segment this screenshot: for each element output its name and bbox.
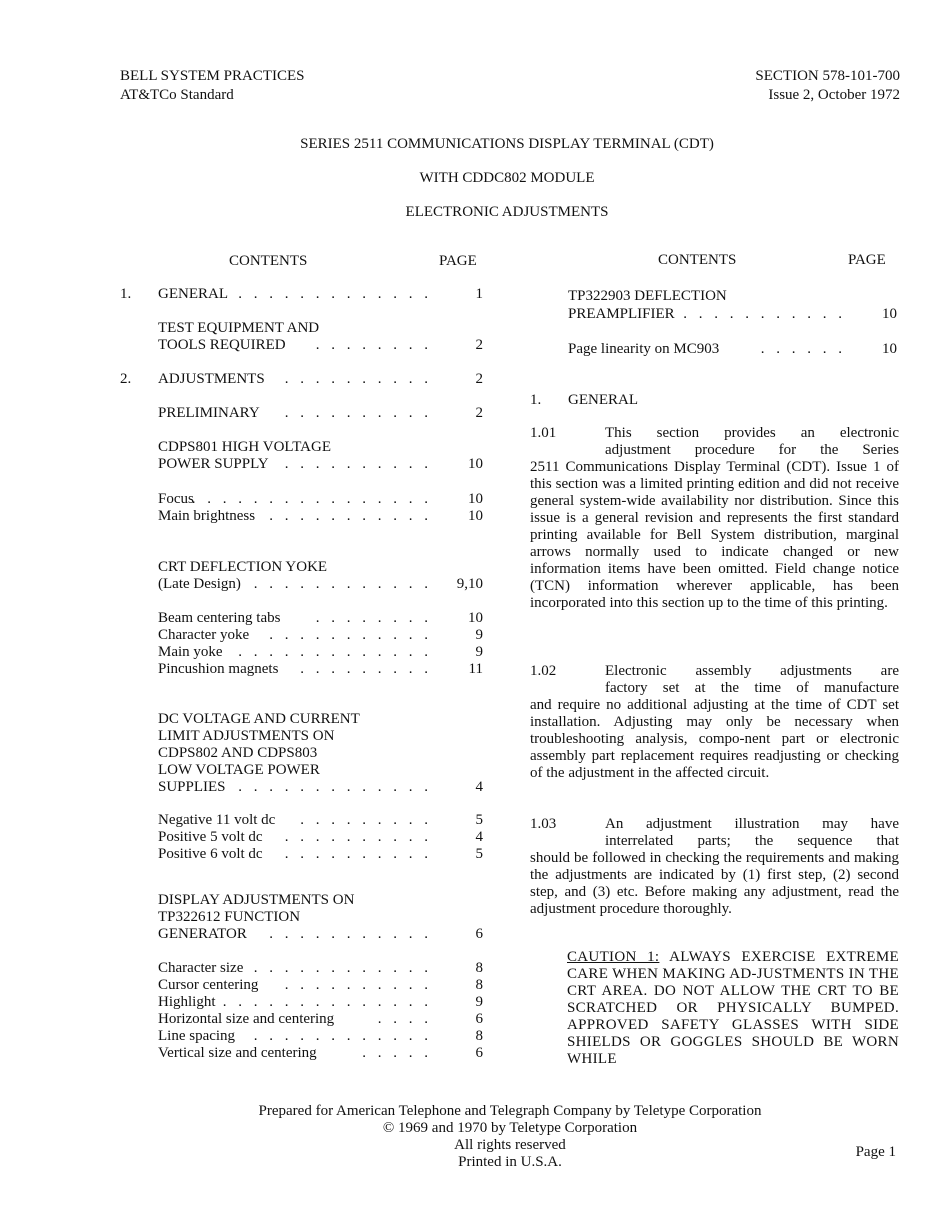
- footer-printed: Printed in U.S.A.: [458, 1154, 562, 1170]
- section-number: SECTION 578-101-700: [755, 68, 900, 84]
- toc-leader-dots: . . . . . . . . . .: [284, 846, 432, 862]
- toc-entry-number: 1.: [120, 286, 132, 302]
- toc-entry-page: 6: [475, 1045, 483, 1061]
- toc-leader-dots: . . . . . . . . .: [300, 661, 432, 677]
- toc-entry-label[interactable]: Positive 5 volt dc: [158, 829, 263, 845]
- header-right: [755, 67, 900, 105]
- toc-entry-page: 6: [475, 926, 483, 942]
- toc-entry-page: 9: [475, 994, 483, 1010]
- toc-entry-page: 6: [475, 1011, 483, 1027]
- toc-entry-label[interactable]: Cursor centering: [158, 977, 259, 993]
- toc-entry-page: 10: [468, 491, 483, 507]
- toc-entry-label[interactable]: CDPS801 HIGH VOLTAGE: [158, 439, 331, 455]
- toc-entry-number: 2.: [120, 371, 132, 387]
- toc-leader-dots: . . . . . . . . . . . . .: [238, 779, 432, 795]
- toc-entry-label[interactable]: Positive 6 volt dc: [158, 846, 263, 862]
- toc-entry-page: 9,10: [456, 576, 483, 592]
- practice-title: BELL SYSTEM PRACTICES: [120, 68, 305, 84]
- footer-rights: All rights reserved: [454, 1137, 566, 1153]
- toc-leader-dots: . . . . . . . . . .: [284, 456, 432, 472]
- toc-entry-label[interactable]: Pincushion magnets: [158, 661, 279, 677]
- caution-label: CAUTION 1:: [567, 949, 660, 965]
- toc-entry-label[interactable]: (Late Design): [158, 576, 241, 592]
- toc-leader-dots: . . . . . . . . . .: [284, 405, 432, 421]
- toc-entry-label[interactable]: Character size: [158, 960, 244, 976]
- toc-entry-label[interactable]: POWER SUPPLY: [158, 456, 269, 472]
- toc-leader-dots: . . . . . . . . . .: [284, 977, 432, 993]
- toc-entry-label[interactable]: LIMIT ADJUSTMENTS ON: [158, 728, 335, 744]
- toc-entry-label[interactable]: Character yoke: [158, 627, 250, 643]
- toc-entry-label[interactable]: CRT DEFLECTION YOKE: [158, 559, 328, 575]
- section-number-1: 1.: [530, 392, 542, 408]
- document-subtitle: WITH CDDC802 MODULE: [419, 170, 595, 186]
- toc-entry-label[interactable]: TP322903 DEFLECTION: [568, 288, 727, 304]
- toc-entry-label[interactable]: GENERAL: [158, 286, 228, 302]
- footer-copyright: © 1969 and 1970 by Teletype Corporation: [382, 1120, 638, 1136]
- paragraph-number: 1.01: [530, 425, 557, 441]
- toc-entry-page: 10: [468, 456, 483, 472]
- toc-leader-dots: . . . . . . . . . . .: [269, 508, 432, 524]
- paragraph-body: and require no additional adjusting at the time of CDT set installation. Adjusting may only be necessary when troubleshooting analysis, compo-nent part or electronic assembly part replacement requires readjusting or checking of the adjustment in the affected circuit.: [530, 697, 899, 781]
- paragraph-first-line: This section provides an electronic: [605, 425, 899, 441]
- toc-leader-dots: . . . . . . . . . .: [284, 829, 432, 845]
- toc-entry-page: 2: [475, 405, 483, 421]
- toc-leader-dots: . . . . . . . . . . . . . . . .: [191, 491, 432, 507]
- toc-leader-dots: . . . . . . . . .: [300, 812, 432, 828]
- toc-leader-dots: . . . . . . . . . . . .: [253, 576, 432, 592]
- toc-entry-label[interactable]: LOW VOLTAGE POWER: [158, 762, 320, 778]
- toc-entry-page: 5: [475, 812, 483, 828]
- caution-text: ALWAYS EXERCISE EXTREME CARE WHEN MAKING AD-JUSTMENTS IN THE CRT AREA. DO NOT ALLOW THE CRT TO BE SCRATCHED OR PHYSICALLY BUMPED. APPROVED SAFETY GLASSES WITH SIDE SHIELDS OR GOGGLES SHOULD BE WORN WHILE: [567, 949, 899, 1067]
- paragraph-body: should be followed in checking the requirements and making the adjustments are indicated by (1) first step, (2) second step, and (3) etc. Before making any adjustment, read the adjustment procedure thoroughly.: [530, 850, 899, 917]
- paragraph-number: 1.02: [530, 663, 557, 679]
- toc-entry-page: 10: [468, 610, 483, 626]
- toc-leader-dots: . . . . . . . . . . . .: [253, 960, 432, 976]
- toc-entry-page: 2: [475, 371, 483, 387]
- right-contents-heading: CONTENTS: [658, 252, 737, 268]
- toc-entry-page: 1: [475, 286, 483, 302]
- toc-entry-label[interactable]: PREAMPLIFIER: [568, 306, 675, 322]
- toc-leader-dots: . . . . . .: [760, 341, 846, 357]
- header-left: [120, 67, 304, 105]
- toc-entry-label[interactable]: Vertical size and centering: [158, 1045, 317, 1061]
- toc-entry-label[interactable]: GENERATOR: [158, 926, 247, 942]
- toc-leader-dots: . . . . . . . . . . . . . .: [222, 994, 432, 1010]
- toc-entry-label[interactable]: DC VOLTAGE AND CURRENT: [158, 711, 360, 727]
- toc-entry-page: 9: [475, 627, 483, 643]
- toc-entry-label[interactable]: Beam centering tabs: [158, 610, 281, 626]
- toc-entry-page: 5: [475, 846, 483, 862]
- toc-entry-label[interactable]: TEST EQUIPMENT AND: [158, 320, 320, 336]
- toc-entry-label[interactable]: DISPLAY ADJUSTMENTS ON: [158, 892, 355, 908]
- toc-entry-page: 8: [475, 960, 483, 976]
- toc-leader-dots: . . . . . . . . . . .: [269, 926, 432, 942]
- toc-entry-label[interactable]: Page linearity on MC903: [568, 341, 720, 357]
- toc-leader-dots: . . . . . . . . . . . .: [253, 1028, 432, 1044]
- footer-prepared-for: Prepared for American Telephone and Telegraph Company by Teletype Corporation: [258, 1103, 762, 1119]
- toc-entry-page: 4: [475, 779, 483, 795]
- right-page-heading: PAGE: [848, 252, 886, 268]
- toc-entry-label[interactable]: Main brightness: [158, 508, 256, 524]
- footer: [0, 1103, 950, 1171]
- standard-label: AT&TCo Standard: [120, 87, 234, 103]
- paragraph-number: 1.03: [530, 816, 557, 832]
- toc-entry-label[interactable]: Negative 11 volt dc: [158, 812, 276, 828]
- toc-entry-label[interactable]: PRELIMINARY: [158, 405, 260, 421]
- toc-entry-page: 10: [882, 341, 897, 357]
- toc-entry-label[interactable]: TOOLS REQUIRED: [158, 337, 286, 353]
- toc-entry-page: 10: [468, 508, 483, 524]
- toc-leader-dots: . . . . . . . . . . .: [269, 627, 432, 643]
- paragraph-second-line: adjustment procedure for the Series: [605, 442, 899, 458]
- toc-entry-label[interactable]: Main yoke: [158, 644, 223, 660]
- toc-entry-label[interactable]: Highlight: [158, 994, 216, 1010]
- toc-leader-dots: . . . . . . . .: [315, 610, 432, 626]
- document-title: SERIES 2511 COMMUNICATIONS DISPLAY TERMINAL (CDT): [300, 136, 714, 152]
- toc-entry-page: 8: [475, 977, 483, 993]
- left-page-heading: PAGE: [439, 253, 477, 269]
- toc-entry-label[interactable]: TP322612 FUNCTION: [158, 909, 301, 925]
- toc-entry-label[interactable]: Horizontal size and centering: [158, 1011, 335, 1027]
- paragraph-first-line: An adjustment illustration may have: [605, 816, 899, 832]
- left-contents-heading: CONTENTS: [229, 253, 308, 269]
- toc-entry-page: 4: [475, 829, 483, 845]
- toc-leader-dots: . . . . . . . . . . .: [683, 306, 846, 322]
- document-topic: ELECTRONIC ADJUSTMENTS: [405, 204, 609, 220]
- toc-entry-label[interactable]: ADJUSTMENTS: [158, 371, 265, 387]
- toc-leader-dots: . . . .: [377, 1011, 432, 1027]
- toc-entry-page: 9: [475, 644, 483, 660]
- toc-entry-label[interactable]: Focus: [158, 491, 194, 507]
- paragraph-body: 2511 Communications Display Terminal (CDT). Issue 1 of this section was a limited printing edition and did not receive general system-wide availability nor distribution. Since this issue is a general revision and represents the first standard printing available for Bell System distribution, marginal arrows normally used to indicate changed or new information items have been omitted. Field change notice (TCN) information wherever applicable, has been incorporated into this section up to the time of this printing.: [530, 459, 899, 611]
- issue-date: Issue 2, October 1972: [768, 87, 900, 103]
- toc-entry-page: 8: [475, 1028, 483, 1044]
- paragraph-second-line: factory set at the time of manufacture: [605, 680, 899, 696]
- toc-leader-dots: . . . . . . . . . . . . .: [238, 286, 432, 302]
- paragraph-second-line: interrelated parts; the sequence that: [605, 833, 899, 849]
- toc-entry-label[interactable]: SUPPLIES: [158, 779, 226, 795]
- toc-entry-label[interactable]: CDPS802 AND CDPS803: [158, 745, 318, 761]
- toc-entry-page: 2: [475, 337, 483, 353]
- toc-leader-dots: . . . . . . . . . . . . .: [238, 644, 432, 660]
- caution-block: [567, 949, 899, 1068]
- toc-leader-dots: . . . . . . . . . .: [284, 371, 432, 387]
- paragraph-first-line: Electronic assembly adjustments are: [605, 663, 899, 679]
- toc-entry-page: 10: [882, 306, 897, 322]
- section-title-general: GENERAL: [568, 392, 638, 408]
- toc-leader-dots: . . . . .: [362, 1045, 432, 1061]
- toc-leader-dots: . . . . . . . .: [315, 337, 432, 353]
- page-number: Page 1: [855, 1144, 896, 1160]
- toc-entry-label[interactable]: Line spacing: [158, 1028, 236, 1044]
- toc-entry-page: 11: [468, 661, 483, 677]
